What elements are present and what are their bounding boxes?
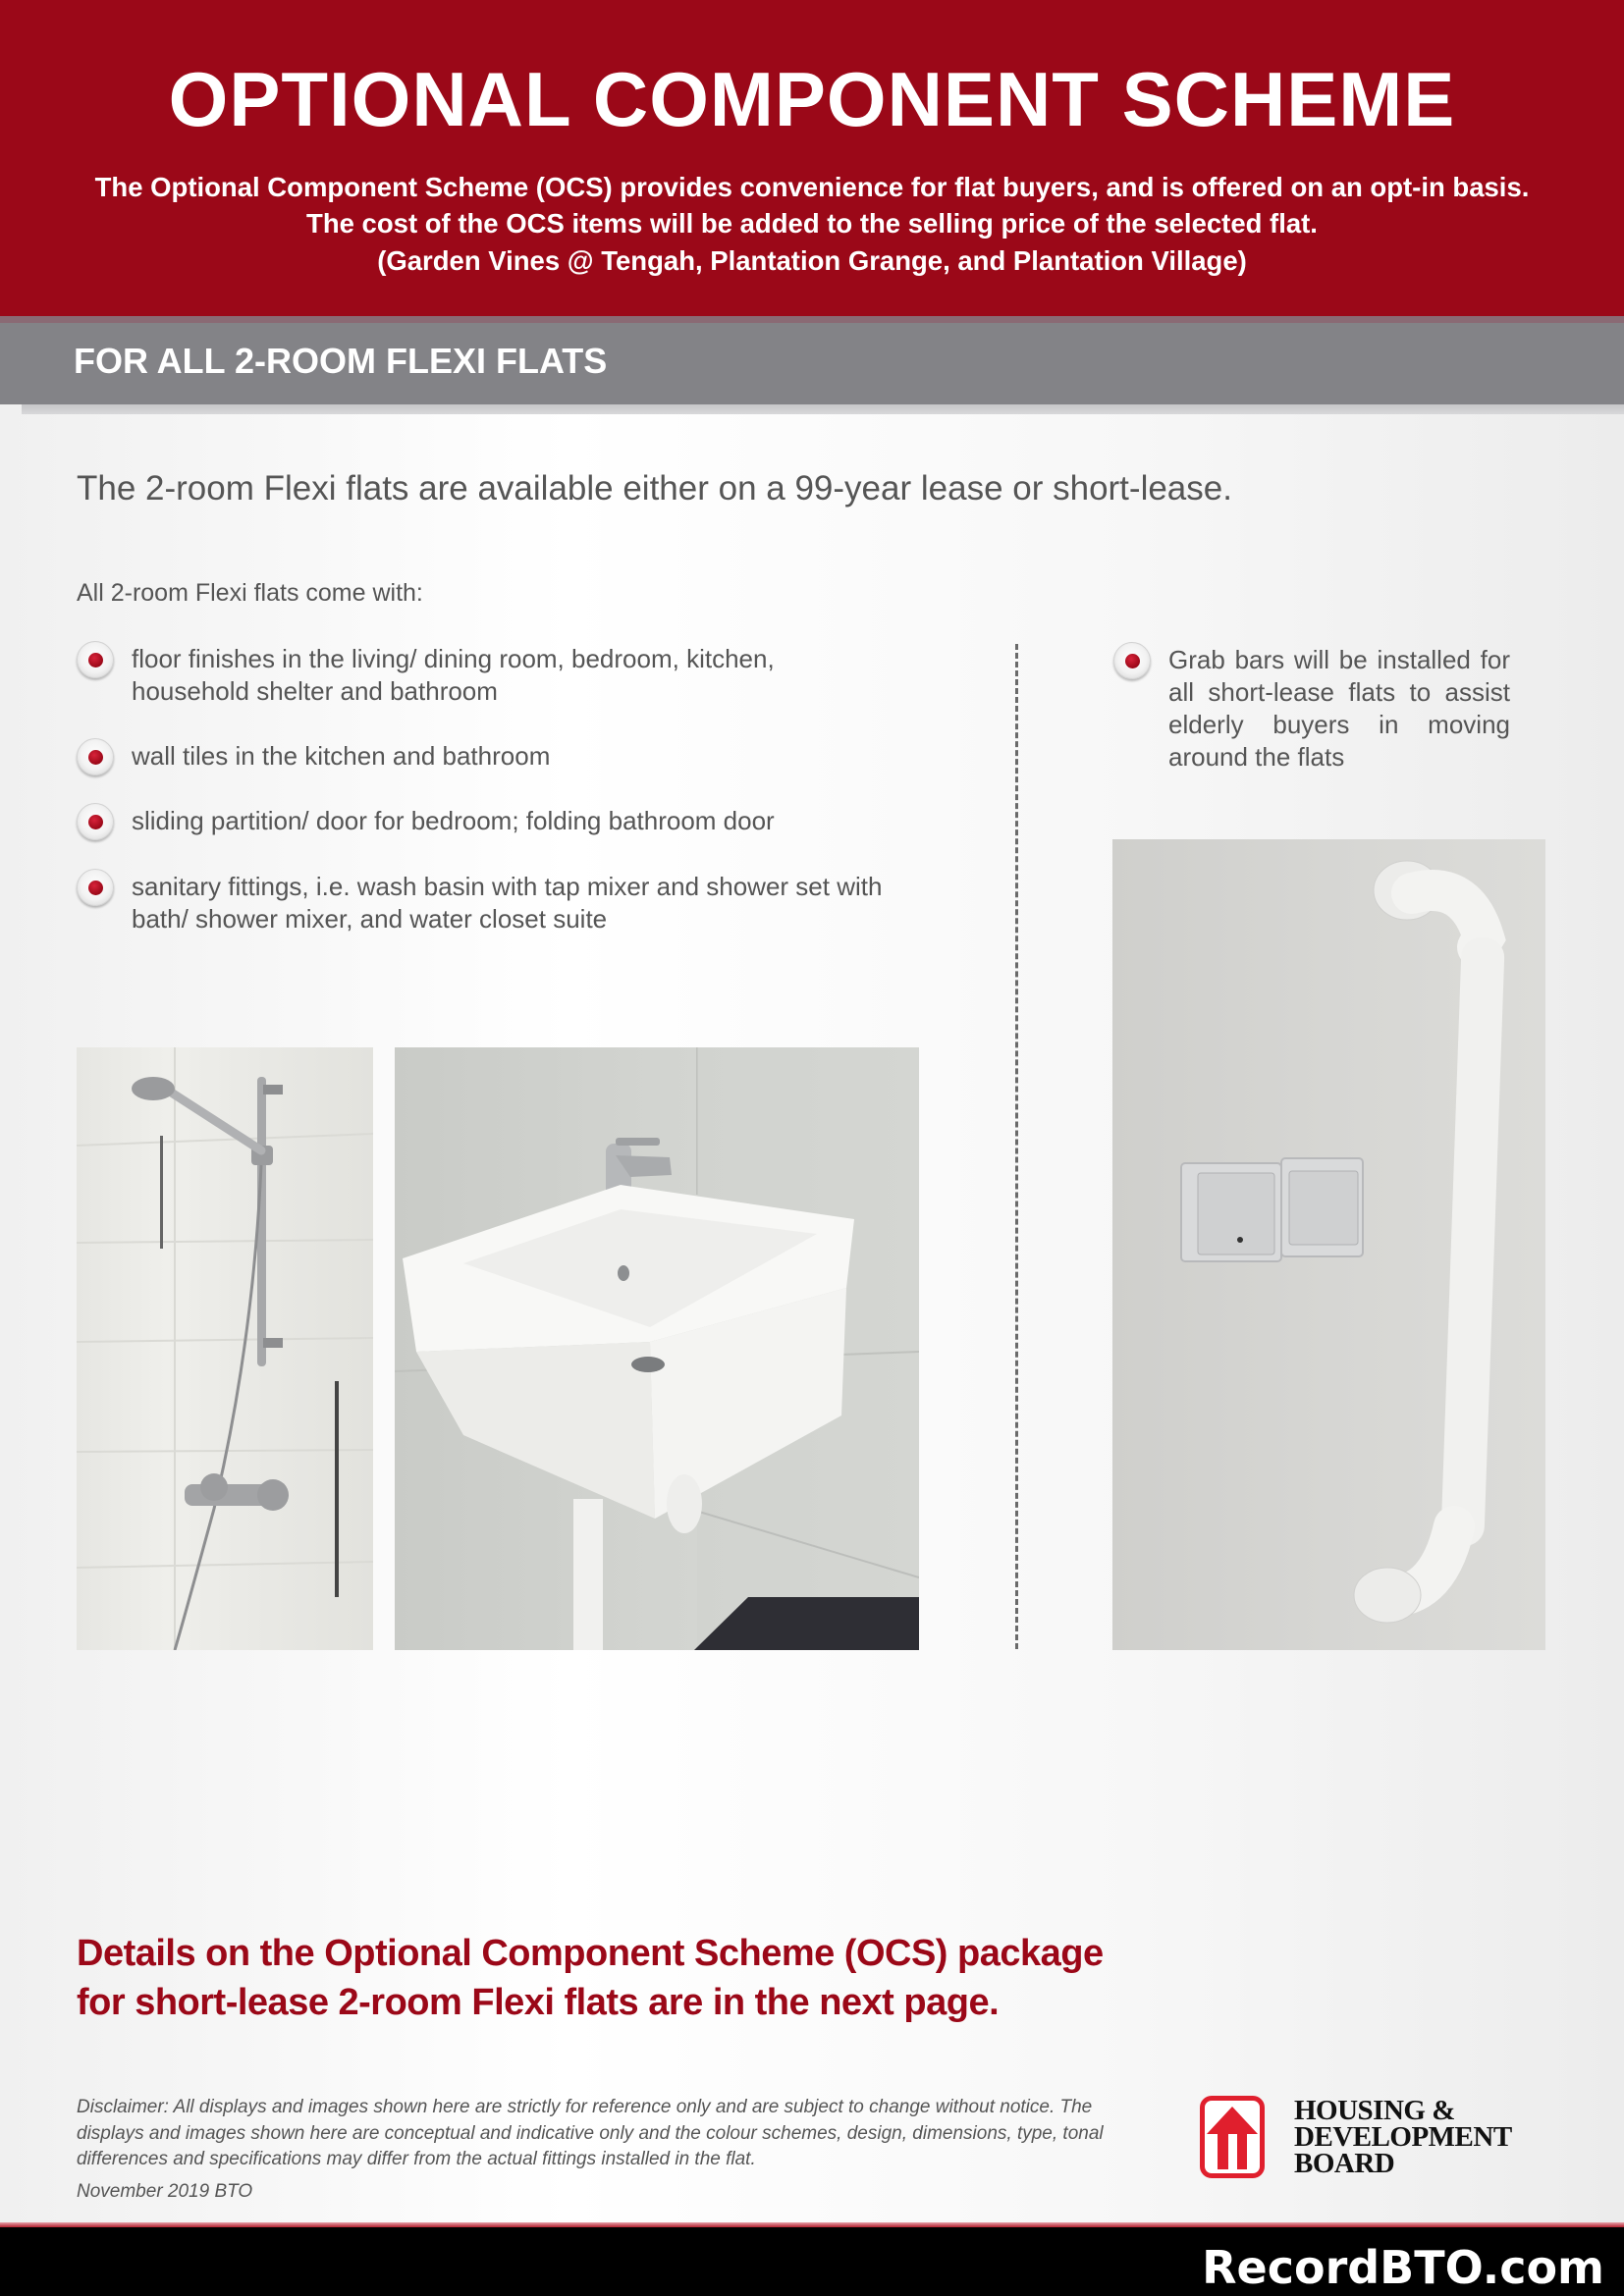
section-title: FOR ALL 2-ROOM FLEXI FLATS [74,341,608,381]
intro-text: The Optional Component Scheme (OCS) provides convenience for flat buyers, and is offered on an opt-in basis. The cost of the OCS items will be added to the selling price of the selected flat. [94,172,1530,239]
hdb-logo-text [1294,2095,1512,2179]
comes-with-label: All 2-room Flexi flats come with: [77,579,423,607]
wash-basin-photo [395,1047,919,1650]
feature-text: sliding partition/ door for bedroom; folding bathroom door [132,806,775,835]
short-lease-note-text: Grab bars will be installed for all short-lease flats to assist elderly buyers in moving around the flats [1168,645,1510,772]
red-dot-bullet-icon [77,641,114,678]
next-page-callout: Details on the Optional Component Scheme (OCS) package for short-lease 2-room Flexi flats are in the next page. [77,1933,1104,2023]
hdb-logo [1200,2094,1553,2182]
shower-set-illustration [77,1047,373,1650]
grab-bar-photo [1112,839,1545,1650]
feature-text: sanitary fittings, i.e. wash basin with tap mixer and shower set with bath/ shower mixer, and water closet suite [132,872,883,934]
feature-item [77,643,941,708]
feature-item [77,805,941,840]
logo-line-2: DEVELOPMENT [1294,2121,1512,2153]
column-divider [1015,644,1018,1649]
feature-text: floor finishes in the living/ dining room, bedroom, kitchen, household shelter and bathroom [132,644,775,706]
section-banner [0,323,1624,404]
watermark-brand: RecordBTO.com [1202,2241,1604,2294]
lead-text: The 2-room Flexi flats are available either on a 99-year lease or short-lease. [77,469,1232,507]
red-dot-bullet-icon [77,738,114,775]
edition-label: November 2019 BTO [77,2181,253,2202]
grab-bar-illustration [1112,839,1545,1650]
red-dot-bullet-icon [77,869,114,906]
hdb-house-icon [1200,2096,1265,2178]
short-lease-note [1113,644,1510,774]
projects-list: (Garden Vines @ Tengah, Plantation Grange, and Plantation Village) [377,245,1247,276]
header-banner [0,0,1624,316]
feature-item [77,871,941,935]
page-title: OPTIONAL COMPONENT SCHEME [168,56,1456,142]
shower-set-photo [77,1047,373,1650]
header-divider [0,316,1624,323]
disclaimer-text: Disclaimer: All displays and images shown here are strictly for reference only and are subject to change without notice. The displays and images shown here are conceptual and indicative only and the colour schemes, design, dimensions, type, tonal differences and specifications may differ from the actual fittings installed in the flat. [77,2097,1104,2169]
logo-line-3: BOARD [1294,2148,1395,2179]
section-banner-shadow [22,404,1624,414]
feature-item [77,740,941,775]
red-dot-bullet-icon [77,803,114,840]
red-dot-bullet-icon [1113,642,1151,679]
logo-line-1: HOUSING & [1294,2095,1455,2126]
feature-text: wall tiles in the kitchen and bathroom [132,741,551,771]
footer-bar [0,2227,1624,2296]
wash-basin-illustration [395,1047,919,1650]
